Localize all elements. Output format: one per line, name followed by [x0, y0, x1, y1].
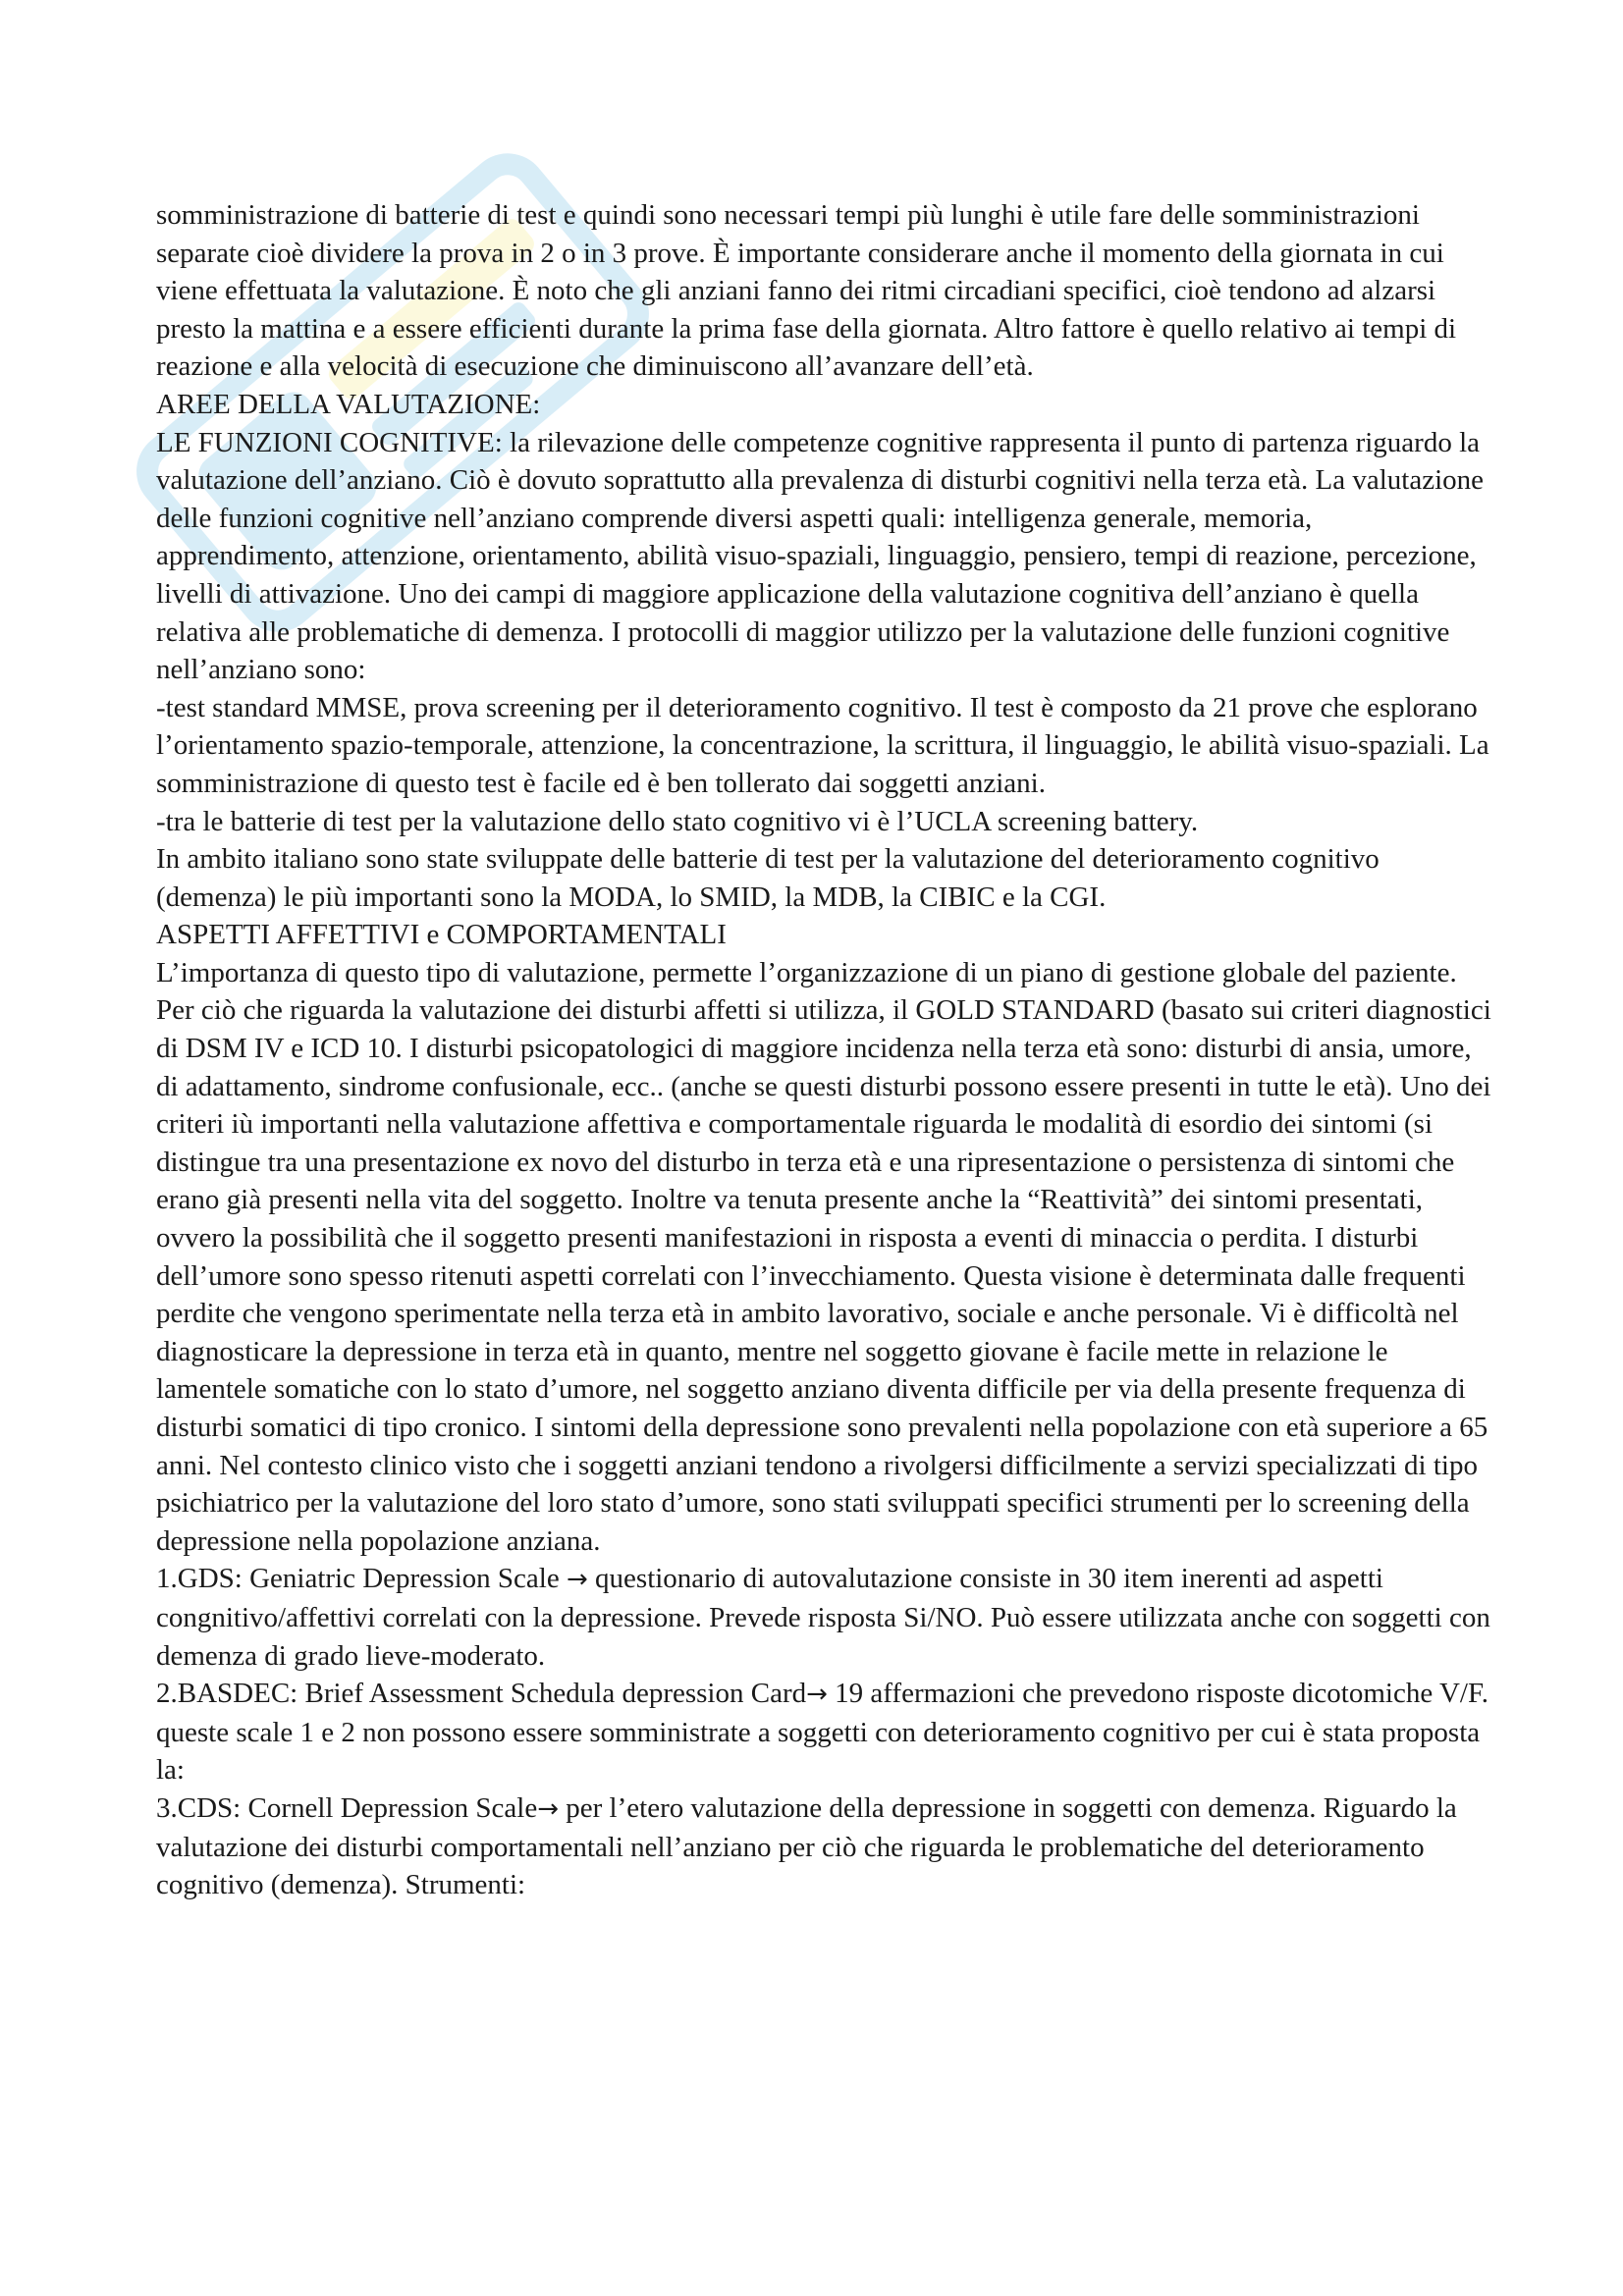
heading-aspetti-affettivi: ASPETTI AFFETTIVI e COMPORTAMENTALI [156, 919, 727, 951]
scale-item-cds [156, 1789, 1491, 1904]
scale-description: 19 affermazioni che prevedono risposte dicotomiche V/F. queste scale 1 e 2 non possono essere somministrate a soggetti con deterioramento cognitivo per cui è stata proposta la: [156, 1678, 1488, 1787]
scale-item-basdec [156, 1675, 1491, 1789]
document-body [156, 196, 1491, 1904]
paragraph-ucla: -tra le batterie di test per la valutazione dello stato cognitivo vi è l’UCLA screening battery. [156, 805, 1199, 837]
heading-aree-valutazione: AREE DELLA VALUTAZIONE: [156, 388, 541, 420]
scale-name: 1.GDS: Geniatric Depression Scale [156, 1563, 560, 1595]
scale-name: 3.CDS: Cornell Depression Scale [156, 1791, 538, 1824]
scale-description: questionario di autovalutazione consiste in 30 item inerenti ad aspetti congnitivo/affettivi correlati con la depressione. Prevede risposta Si/NO. Può essere utilizzata anche con soggetti con demenza di grado lieve-moderato. [156, 1563, 1490, 1672]
paragraph-intro: somministrazione di batterie di test e quindi sono necessari tempi più lunghi è utile fare delle somministrazioni separate cioè dividere la prova in 2 o in 3 prove. È importante considerare anche il momento della giornata in cui viene effettuata la valutazione. È noto che gli anziani fanno dei ritmi circadiani specifici, cioè tendono ad alzarsi presto la mattina e a essere efficienti durante la prima fase della giornata. Altro fattore è quello relativo ai tempi di reazione e alla velocità di esecuzione che diminuiscono all’avanzare dell’età. [156, 199, 1457, 383]
paragraph-aspetti-affettivi: L’importanza di questo tipo di valutazione, permette l’organizzazione di un piano di gestione globale del paziente. Per ciò che riguarda la valutazione dei disturbi affetti si utilizza, il GOLD STANDARD (basato sui criteri diagnostici di DSM IV e ICD 10. I disturbi psicopatologici di maggiore incidenza nella terza età sono: disturbi di ansia, umore, di adattamento, sindrome confusionale, ecc.. (anche se questi disturbi possono essere presenti in tutte le età). Uno dei criteri iù importanti nella valutazione affettiva e comportamentale riguarda le modalità di esordio dei sintomi (si distingue tra una presentazione ex novo del disturbo in terza età e una ripresentazione o persistenza di sintomi che erano già presenti nella vita del soggetto. Inoltre va tenuta presente anche la “Reattività” dei sintomi presentati, ovvero la possibilità che il soggetto presenti manifestazioni in risposta a eventi di minaccia o perdita. I disturbi dell’umore sono spesso ritenuti aspetti correlati con l’invecchiamento. Questa visione è determinata dalle frequenti perdite che vengono sperimentate nella terza età in ambito lavorativo, sociale e anche personale. Vi è difficoltà nel diagnosticare la depressione in terza età in quanto, mentre nel soggetto giovane è facile mette in relazione le lamentele somatiche con lo stato d’umore, nel soggetto anziano diventa difficile per via della presente frequenza di disturbi somatici di tipo cronico. I sintomi della depressione sono prevalenti nella popolazione con età superiore a 65 anni. Nel contesto clinico visto che i soggetti anziani tendono a rivolgersi difficilmente a servizi specializzati di tipo psichiatrico per la valutazione del loro stato d’umore, sono stati sviluppati specifici strumenti per lo screening della depressione nella popolazione anziana. [156, 956, 1491, 1557]
arrow-right-icon: → [566, 1565, 588, 1595]
scale-name: 2.BASDEC: Brief Assessment Schedula depression Card [156, 1678, 807, 1710]
scale-description: per l’etero valutazione della depressione in soggetti con demenza. Riguardo la valutazione dei disturbi comportamentali nell’anziano per ciò che riguarda le problematiche del deterioramento cognitivo (demenza). Strumenti: [156, 1791, 1457, 1901]
paragraph-funzioni-cognitive: LE FUNZIONI COGNITIVE: la rilevazione delle competenze cognitive rappresenta il punto di partenza riguardo la valutazione dell’anziano. Ciò è dovuto soprattutto alla prevalenza di disturbi cognitivi nella terza età. La valutazione delle funzioni cognitive nell’anziano comprende diversi aspetti quali: intelligenza generale, memoria, apprendimento, attenzione, orientamento, abilità visuo-spaziali, linguaggio, pensiero, tempi di reazione, percezione, livelli di attivazione. Uno dei campi di maggiore applicazione della valutazione cognitiva dell’anziano è quella relativa alle problematiche di demenza. I protocolli di maggior utilizzo per la valutazione delle funzioni cognitive nell’anziano sono: [156, 426, 1485, 686]
scale-item-gds [156, 1560, 1491, 1675]
paragraph-ambito-italiano: In ambito italiano sono state sviluppate delle batterie di test per la valutazione del deterioramento cognitivo (demenza) le più importanti sono la MODA, lo SMID, la MDB, la CIBIC e la CGI. [156, 843, 1380, 913]
arrow-right-icon: → [806, 1680, 828, 1710]
arrow-right-icon: → [537, 1793, 560, 1824]
paragraph-mmse: -test standard MMSE, prova screening per il deterioramento cognitivo. Il test è composto da 21 prove che esplorano l’orientamento spazio-temporale, attenzione, la concentrazione, la scrittura, il linguaggio, le abilità visuo-spaziali. La somministrazione di questo test è facile ed è ben tollerato dai soggetti anziani. [156, 691, 1489, 799]
